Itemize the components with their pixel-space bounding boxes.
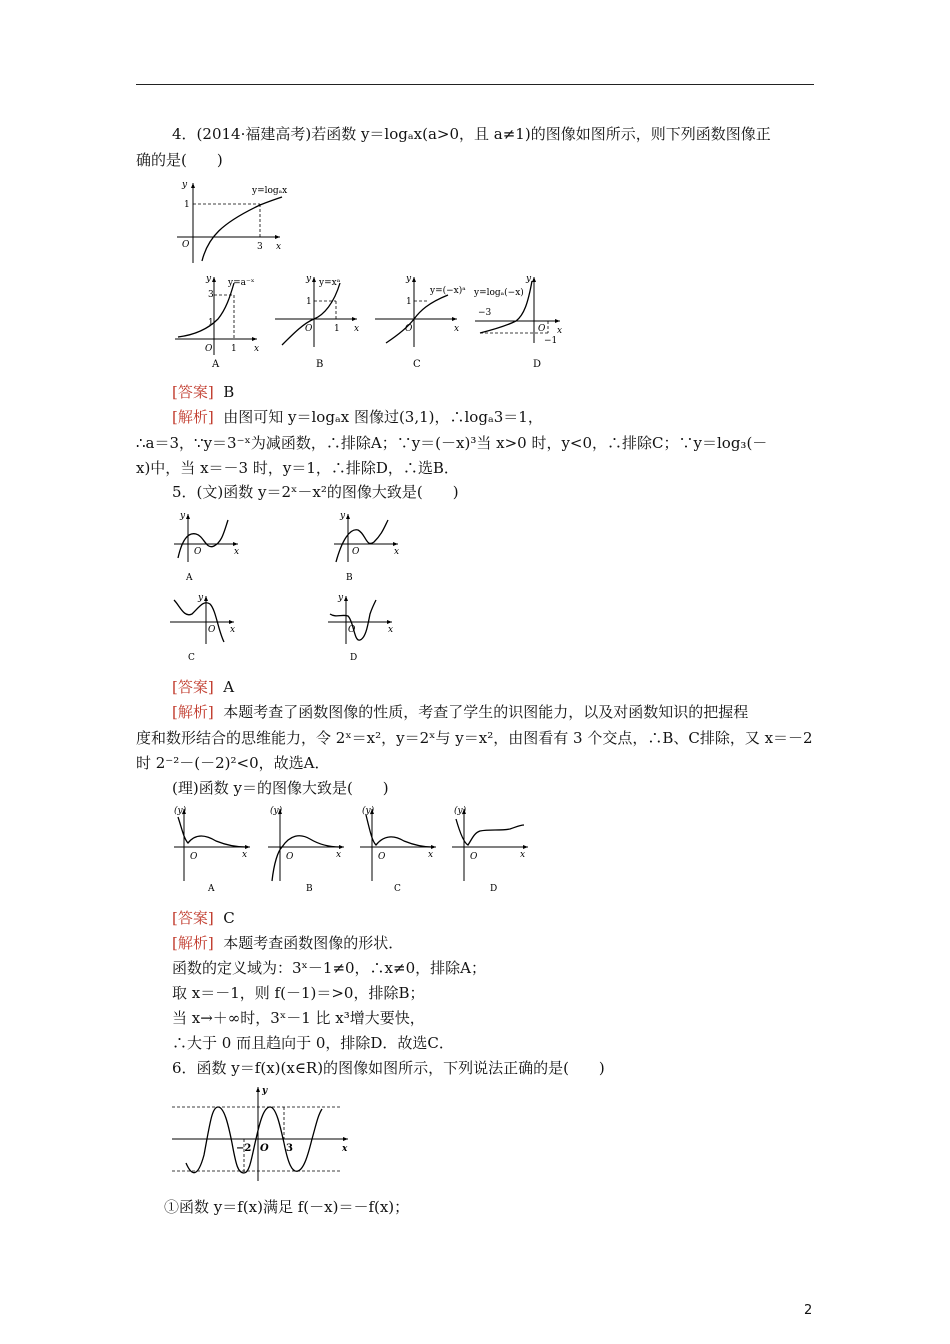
svg-text:x: x — [428, 850, 434, 860]
q4-analysis-line1: [解析] 由图可知 y＝logₐx 图像过(3,1)，∴logₐ3＝1， — [172, 408, 543, 426]
q4-option-c-graph — [372, 273, 467, 370]
svg-text:y=(−x)ᵃ: y=(−x)ᵃ — [430, 286, 466, 296]
svg-text:1: 1 — [208, 318, 214, 328]
q6-stem: 6．函数 y＝f(x)(x∈R)的图像如图所示，下列说法正确的是( ) — [172, 1059, 605, 1077]
svg-text:x: x — [454, 324, 460, 334]
svg-text:A: A — [186, 573, 193, 583]
q5-option-b-graph — [332, 510, 412, 585]
svg-text:y=xᵃ: y=xᵃ — [319, 278, 341, 288]
svg-text:x: x — [394, 547, 400, 557]
q5b-analysis-line3: 取 x＝－1，则 f(－1)＝>0，排除B； — [172, 984, 425, 1002]
svg-text:y: y — [206, 274, 212, 284]
svg-text:y: y — [180, 511, 186, 521]
svg-text:x: x — [342, 1144, 348, 1154]
svg-text:(y): (y) — [174, 806, 187, 816]
q5-answer: [答案] A — [172, 678, 235, 696]
q5b-analysis-line4: 当 x→＋∞时，3ˣ－1 比 x³增大要快， — [172, 1009, 425, 1027]
svg-text:3: 3 — [286, 1143, 293, 1154]
q4-option-a-graph — [172, 273, 267, 370]
q5-analysis-line1: [解析] 本题考查了函数图像的性质，考查了学生的识图能力，以及对函数知识的把握程 — [172, 703, 749, 721]
svg-text:A: A — [208, 884, 215, 894]
svg-text:O: O — [305, 324, 313, 334]
header-rule — [136, 84, 814, 85]
svg-text:O: O — [538, 324, 546, 334]
svg-text:y: y — [526, 274, 532, 284]
q5b-option-c-graph — [358, 805, 443, 897]
svg-text:1: 1 — [406, 297, 412, 307]
option-letter-b: B — [316, 359, 324, 370]
q4-analysis-line3: x)中，当 x＝－3 时，y＝1，∴排除D，∴选B． — [136, 459, 459, 477]
svg-text:3: 3 — [208, 290, 214, 300]
svg-text:O: O — [190, 852, 198, 862]
tick-3: 3 — [257, 242, 263, 252]
svg-text:x: x — [254, 344, 260, 354]
q4-option-d-graph — [472, 273, 572, 370]
page-number: 2 — [804, 1303, 813, 1318]
q5b-analysis-line5: ∴大于 0 而且趋向于 0，排除D．故选C． — [172, 1034, 454, 1052]
svg-text:y: y — [306, 274, 312, 284]
svg-text:O: O — [208, 625, 216, 635]
q4-analysis-line2: ∴a＝3，∵y＝3⁻ˣ为减函数，∴排除A；∵y＝(－x)³当 x>0 时，y<0，∴排除C；∵y＝log₃(－ — [136, 434, 768, 452]
svg-text:O: O — [260, 1143, 269, 1154]
svg-text:x: x — [336, 850, 342, 860]
svg-text:−2: −2 — [236, 1143, 252, 1154]
q4-main-graph — [172, 175, 292, 265]
svg-text:y: y — [340, 511, 346, 521]
x-axis-label: x — [276, 242, 282, 252]
svg-text:O: O — [378, 852, 386, 862]
svg-text:y=a⁻ˣ: y=a⁻ˣ — [228, 278, 255, 288]
q5-analysis-line3: 时 2⁻²－(－2)²<0，故选A． — [136, 754, 330, 772]
option-letter-d: D — [533, 359, 542, 370]
q6-item-1: ①函数 y＝f(x)满足 f(－x)＝－f(x)； — [164, 1198, 410, 1216]
origin-label: O — [182, 240, 190, 250]
q4-stem-line1: 4．(2014·福建高考)若函数 y＝logₐx(a>0，且 a≠1)的图像如图所示，则下列函数图像正 — [172, 125, 771, 143]
q5-analysis-line2: 度和数形结合的思维能力，令 2ˣ＝x²，y＝2ˣ与 y＝x²，由图看有 3 个交点，∴B、C排除，又 x＝－2 — [136, 729, 813, 747]
svg-text:y=logₐ(−x): y=logₐ(−x) — [474, 288, 524, 298]
svg-text:y: y — [338, 593, 344, 603]
svg-text:O: O — [286, 852, 294, 862]
svg-text:1: 1 — [231, 344, 237, 354]
svg-text:D: D — [350, 653, 358, 663]
svg-text:O: O — [470, 852, 478, 862]
svg-text:O: O — [194, 547, 202, 557]
q4-stem-line2: 确的是( ) — [136, 151, 223, 169]
svg-text:x: x — [557, 326, 563, 336]
svg-text:O: O — [405, 324, 413, 334]
svg-text:1: 1 — [306, 297, 312, 307]
svg-text:O: O — [352, 547, 360, 557]
svg-text:(y): (y) — [270, 806, 283, 816]
q5b-option-d-graph — [450, 805, 535, 897]
svg-text:x: x — [234, 547, 240, 557]
y-axis-label: y — [182, 180, 188, 190]
svg-text:O: O — [205, 344, 213, 354]
q5b-option-a-graph — [172, 805, 257, 897]
tick-1: 1 — [184, 200, 190, 210]
svg-text:x: x — [230, 625, 236, 635]
svg-text:C: C — [394, 884, 401, 894]
q4-answer: [答案] B — [172, 383, 235, 401]
svg-text:−1: −1 — [544, 336, 558, 346]
q5b-option-b-graph — [266, 805, 351, 897]
q6-graph — [172, 1083, 357, 1183]
q4-option-b-graph — [272, 273, 367, 370]
option-letter-a: A — [212, 359, 220, 370]
q5b-analysis-line2: 函数的定义域为：3ˣ－1≠0，∴x≠0，排除A； — [172, 959, 486, 977]
svg-text:x: x — [388, 625, 394, 635]
svg-text:y: y — [198, 593, 204, 603]
svg-text:(y): (y) — [362, 806, 375, 816]
svg-text:x: x — [242, 850, 248, 860]
svg-text:D: D — [490, 884, 498, 894]
q5b-stem: (理)函数 y＝的图像大致是( ) — [172, 779, 389, 797]
q5-option-c-graph — [168, 592, 248, 667]
svg-text:x: x — [520, 850, 526, 860]
svg-text:(y): (y) — [454, 806, 467, 816]
q5b-answer: [答案] C — [172, 909, 235, 927]
q5-option-d-graph — [326, 592, 406, 667]
svg-text:y: y — [262, 1086, 268, 1096]
svg-text:C: C — [188, 653, 195, 663]
svg-text:B: B — [346, 573, 353, 583]
q5b-analysis-line1: [解析] 本题考查函数图像的形状． — [172, 934, 404, 952]
svg-text:B: B — [306, 884, 313, 894]
svg-text:1: 1 — [334, 324, 340, 334]
q5-stem: 5．(文)函数 y＝2ˣ－x²的图像大致是( ) — [172, 483, 459, 501]
q5-option-a-graph — [172, 510, 252, 585]
svg-text:−3: −3 — [478, 308, 492, 318]
function-label: y=logₐx — [252, 186, 288, 196]
svg-text:O: O — [348, 625, 356, 635]
svg-text:x: x — [354, 324, 360, 334]
option-letter-c: C — [413, 359, 421, 370]
svg-text:y: y — [406, 274, 412, 284]
